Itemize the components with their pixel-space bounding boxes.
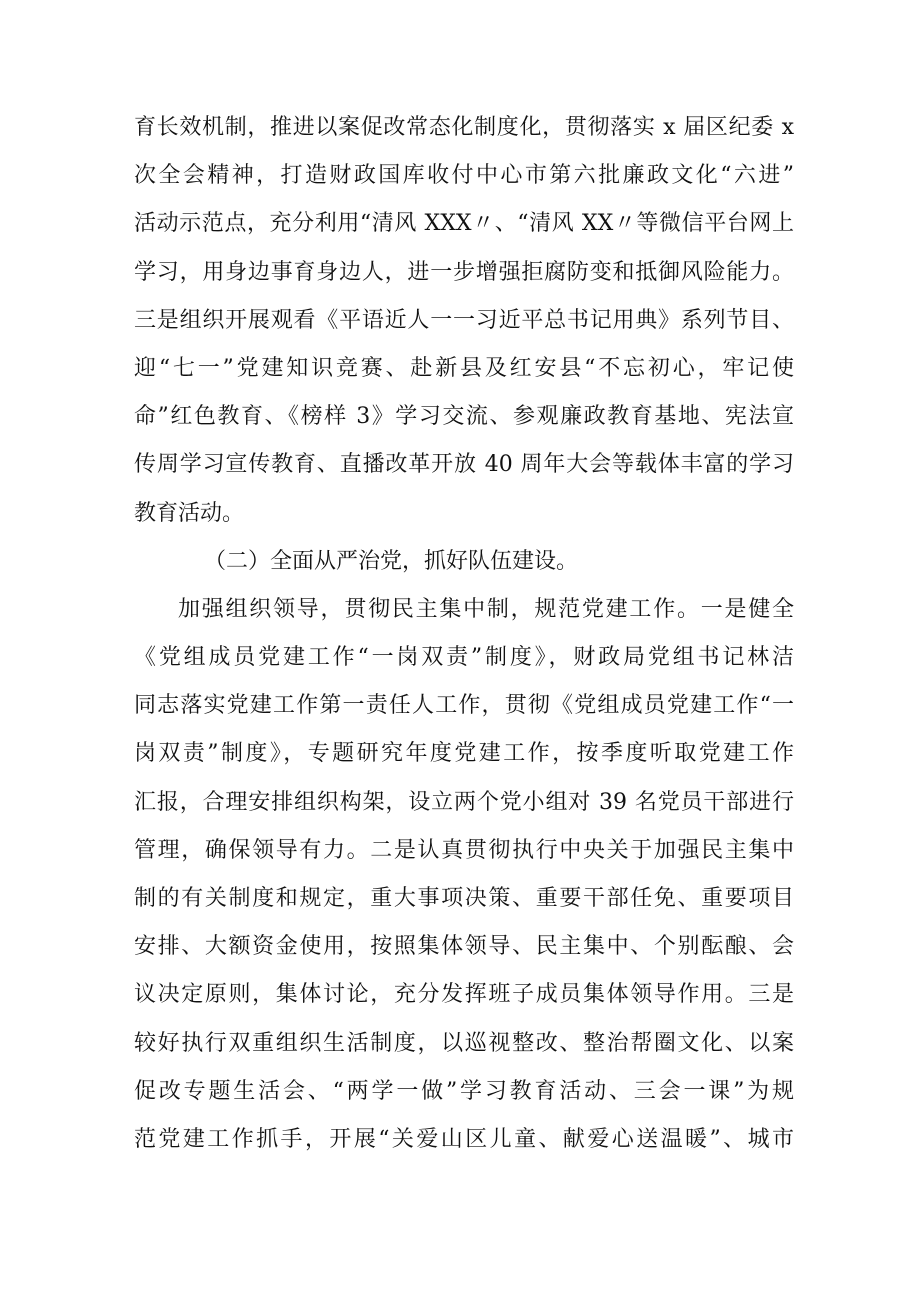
text-line-1: 育长效机制，推进以案促改常态化制度化，贯彻落实 x 届区纪委 x xyxy=(134,115,794,140)
text-line-12: 《党组成员党建工作“一岗双责”制度》，财政局党组书记林洁 xyxy=(134,645,794,671)
section-heading: （二）全面从严治党，抓好队伍建设。 xyxy=(204,548,579,574)
text-line-5: 三是组织开展观看《平语近人一一习近平总书记用典》系列节目、 xyxy=(134,307,794,333)
text-line-11: 加强组织领导，贯彻民主集中制，规范党建工作。一是健全 xyxy=(178,596,794,622)
text-line-3: 活动示范点，充分利用“清风 XXX〃、“清风 XX〃等微信平台网上 xyxy=(134,211,794,237)
text-line-17: 制的有关制度和规定，重大事项决策、重要干部任免、重要项目 xyxy=(134,886,794,911)
text-line-20: 较好执行双重组织生活制度，以巡视整改、整治帮圈文化、以案 xyxy=(134,1030,794,1056)
text-line-16: 管理，确保领导有力。二是认真贯彻执行中央关于加强民主集中 xyxy=(134,837,794,863)
text-line-9: 教育活动。 xyxy=(134,500,245,526)
text-line-18: 安排、大额资金使用，按照集体领导、民主集中、个别酝酿、会 xyxy=(134,934,794,960)
text-line-13: 同志落实党建工作第一责任人工作，贯彻《党组成员党建工作“一 xyxy=(134,693,794,719)
text-line-19: 议决定原则，集体讨论，充分发挥班子成员集体领导作用。三是 xyxy=(134,982,794,1008)
text-line-22: 范党建工作抓手，开展“关爱山区儿童、献爱心送温暖”、城市 xyxy=(134,1126,794,1152)
text-line-4: 学习，用身边事育身边人，进一步增强拒腐防变和抵御风险能力。 xyxy=(134,259,794,285)
text-line-2: 次全会精神，打造财政国库收付中心市第六批廉政文化“六进” xyxy=(134,163,794,189)
text-line-7: 命”红色教育、《榜样 3》学习交流、参观廉政教育基地、宪法宣 xyxy=(134,404,794,430)
body-text xyxy=(134,104,794,1164)
text-line-14: 岗双责”制度》，专题研究年度党建工作，按季度听取党建工作 xyxy=(134,741,794,767)
text-line-15: 汇报，合理安排组织构架，设立两个党小组对 39 名党员干部进行 xyxy=(134,789,794,815)
text-line-8: 传周学习宣传教育、直播改革开放 40 周年大会等载体丰富的学习 xyxy=(134,452,794,478)
text-line-21: 促改专题生活会、“两学一做”学习教育活动、三会一课”为规 xyxy=(134,1078,794,1104)
text-line-6: 迎“七一”党建知识竞赛、赴新县及红安县“不忘初心，牢记使 xyxy=(134,355,794,381)
